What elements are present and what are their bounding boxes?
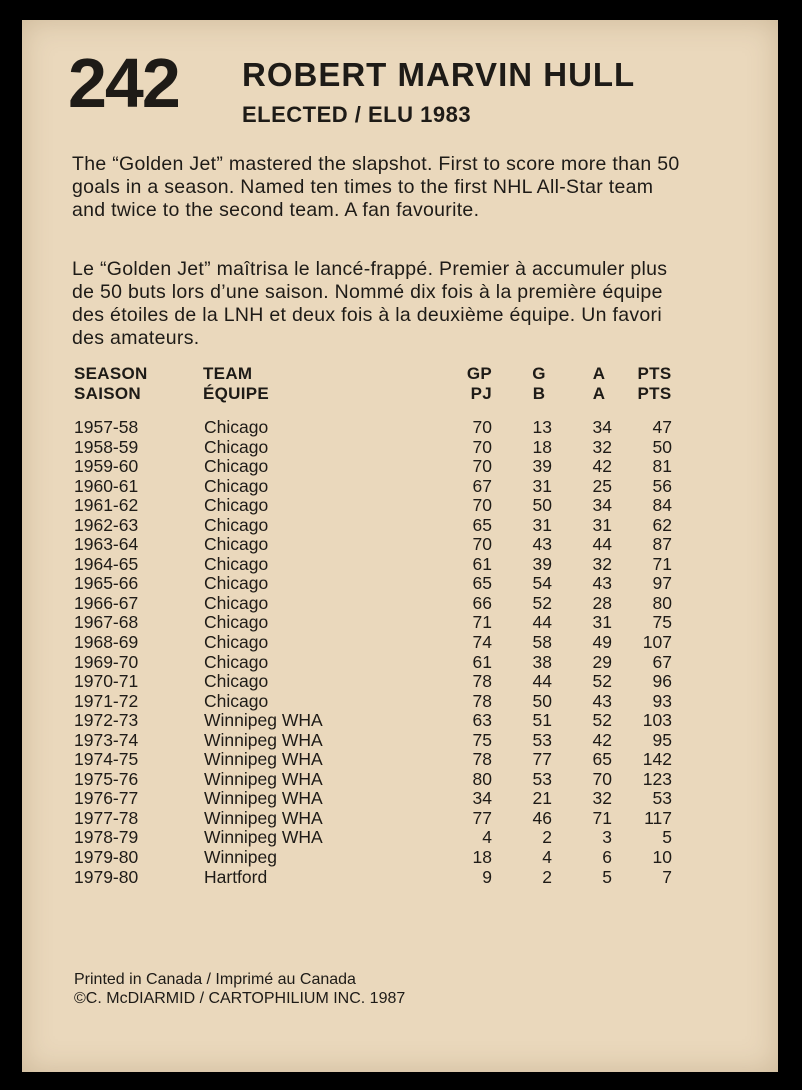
row-points: 5 — [662, 827, 672, 848]
row-assists: 32 — [592, 436, 612, 457]
row-goals: 39 — [532, 553, 552, 574]
table-row — [22, 848, 778, 868]
row-team: Chicago — [204, 514, 269, 535]
footer — [74, 970, 405, 1008]
row-assists: 70 — [592, 768, 612, 789]
row-season: 1972-73 — [74, 710, 139, 731]
row-season: 1966-67 — [74, 592, 139, 613]
row-assists: 44 — [592, 534, 612, 555]
row-assists: 49 — [592, 632, 612, 653]
header-a-fr: A — [592, 384, 606, 403]
row-season: 1957-58 — [74, 417, 139, 437]
row-team: Chicago — [204, 592, 269, 613]
row-goals: 18 — [532, 436, 552, 457]
row-assists: 42 — [592, 729, 612, 750]
row-season: 1963-64 — [74, 534, 139, 555]
row-team: Chicago — [204, 612, 269, 633]
row-points: 95 — [652, 729, 672, 750]
row-goals: 52 — [532, 592, 552, 613]
row-assists: 42 — [592, 456, 612, 477]
printed-in-canada: Printed in Canada / Imprimé au Canada — [74, 971, 356, 988]
row-team: Winnipeg WHA — [204, 788, 323, 809]
row-gp: 61 — [472, 651, 492, 672]
row-gp: 66 — [472, 592, 492, 613]
row-points: 123 — [642, 768, 672, 789]
row-points: 96 — [652, 671, 672, 692]
row-goals: 21 — [532, 788, 552, 809]
table-row — [22, 770, 778, 790]
row-season: 1962-63 — [74, 514, 139, 535]
header-season-fr: SAISON — [74, 384, 141, 403]
row-gp: 80 — [472, 768, 492, 789]
table-row — [22, 653, 778, 673]
player-name: ROBERT MARVIN HULL — [242, 56, 636, 93]
row-goals: 2 — [542, 866, 552, 887]
table-row — [22, 868, 778, 888]
row-goals: 44 — [532, 612, 552, 633]
row-goals: 58 — [532, 632, 552, 653]
table-row — [22, 692, 778, 712]
header-season-en: SEASON — [74, 364, 148, 383]
row-points: 56 — [652, 475, 672, 496]
row-points: 93 — [652, 690, 672, 711]
bio-french: Le “Golden Jet” maîtrisa le lancé-frappé. Premier à accumuler plus de 50 buts lors d’une saison. Nommé dix fois à la première équipe des étoiles de la LNH et deux fois à la deuxième équipe. Un favori des amateurs. — [72, 258, 668, 349]
row-gp: 9 — [482, 866, 492, 887]
table-row — [22, 731, 778, 751]
header-pts — [632, 364, 677, 404]
table-row — [22, 555, 778, 575]
row-gp: 78 — [472, 749, 492, 770]
row-assists: 31 — [592, 612, 612, 633]
row-team: Winnipeg WHA — [204, 807, 323, 828]
row-goals: 77 — [532, 749, 552, 770]
row-team: Chicago — [204, 475, 269, 496]
row-gp: 70 — [472, 534, 492, 555]
row-team: Winnipeg WHA — [204, 729, 323, 750]
row-gp: 34 — [472, 788, 492, 809]
row-assists: 43 — [592, 573, 612, 594]
row-points: 117 — [644, 807, 672, 828]
row-gp: 70 — [472, 436, 492, 457]
table-row — [22, 574, 778, 594]
row-gp: 70 — [472, 456, 492, 477]
row-season: 1974-75 — [74, 749, 139, 770]
row-points: 142 — [642, 749, 672, 770]
row-goals: 13 — [532, 417, 552, 437]
row-gp: 63 — [472, 710, 492, 731]
row-points: 84 — [652, 495, 672, 516]
row-points: 75 — [652, 612, 672, 633]
row-points: 47 — [652, 417, 672, 437]
row-assists: 65 — [592, 749, 612, 770]
table-row — [22, 613, 778, 633]
row-team: Chicago — [204, 632, 269, 653]
row-assists: 34 — [592, 495, 612, 516]
row-season: 1961-62 — [74, 495, 139, 516]
card-back — [22, 20, 778, 1072]
table-row — [22, 457, 778, 477]
row-season: 1976-77 — [74, 788, 139, 809]
elected-year: ELECTED / ELU 1983 — [242, 102, 472, 127]
header-gp-fr: PJ — [470, 384, 492, 403]
row-assists: 52 — [592, 710, 612, 731]
header-pts-en: PTS — [637, 364, 672, 383]
row-assists: 6 — [602, 847, 612, 868]
row-season: 1960-61 — [74, 475, 139, 496]
row-gp: 77 — [472, 807, 492, 828]
header-gp-en: GP — [466, 364, 492, 383]
row-points: 87 — [652, 534, 672, 555]
row-points: 53 — [652, 788, 672, 809]
row-gp: 61 — [472, 553, 492, 574]
table-row — [22, 516, 778, 536]
row-team: Winnipeg WHA — [204, 710, 323, 731]
row-gp: 70 — [472, 495, 492, 516]
row-gp: 71 — [472, 612, 492, 633]
row-team: Chicago — [204, 553, 269, 574]
row-team: Chicago — [204, 417, 269, 437]
row-season: 1958-59 — [74, 436, 139, 457]
table-row — [22, 477, 778, 497]
table-row — [22, 672, 778, 692]
row-goals: 54 — [532, 573, 552, 594]
header-g — [527, 364, 551, 404]
table-row — [22, 809, 778, 829]
row-goals: 2 — [542, 827, 552, 848]
table-row — [22, 711, 778, 731]
row-gp: 65 — [472, 514, 492, 535]
table-row — [22, 594, 778, 614]
table-row — [22, 438, 778, 458]
row-goals: 53 — [532, 729, 552, 750]
row-season: 1977-78 — [74, 807, 139, 828]
row-assists: 5 — [602, 866, 612, 887]
header-a — [589, 364, 609, 404]
row-assists: 71 — [592, 807, 612, 828]
header-team-en: TEAM — [203, 364, 253, 383]
header-gp — [462, 364, 492, 404]
row-goals: 4 — [542, 847, 552, 868]
header-a-en: A — [592, 364, 606, 383]
row-gp: 18 — [472, 847, 492, 868]
row-points: 10 — [652, 847, 672, 868]
row-points: 67 — [652, 651, 672, 672]
row-goals: 53 — [532, 768, 552, 789]
row-gp: 65 — [472, 573, 492, 594]
row-goals: 46 — [532, 807, 552, 828]
row-season: 1965-66 — [74, 573, 139, 594]
row-points: 81 — [652, 456, 672, 477]
table-row — [22, 828, 778, 848]
header-g-en: G — [532, 364, 546, 383]
stats-table — [22, 418, 778, 887]
table-row — [22, 750, 778, 770]
row-points: 71 — [652, 553, 672, 574]
row-team: Chicago — [204, 671, 269, 692]
row-team: Hartford — [204, 866, 268, 887]
row-assists: 28 — [592, 592, 612, 613]
row-points: 7 — [662, 866, 672, 887]
row-points: 107 — [642, 632, 672, 653]
header-pts-fr: PTS — [637, 384, 672, 403]
row-team: Chicago — [204, 495, 269, 516]
row-goals: 50 — [532, 495, 552, 516]
row-team: Chicago — [204, 534, 269, 555]
row-assists: 25 — [592, 475, 612, 496]
row-goals: 43 — [532, 534, 552, 555]
row-season: 1979-80 — [74, 866, 139, 887]
row-assists: 31 — [592, 514, 612, 535]
row-gp: 67 — [472, 475, 492, 496]
row-team: Chicago — [204, 456, 269, 477]
row-assists: 32 — [592, 788, 612, 809]
row-gp: 74 — [472, 632, 492, 653]
row-team: Winnipeg WHA — [204, 749, 323, 770]
row-assists: 29 — [592, 651, 612, 672]
row-season: 1970-71 — [74, 671, 139, 692]
row-season: 1979-80 — [74, 847, 139, 868]
row-assists: 3 — [602, 827, 612, 848]
table-row — [22, 789, 778, 809]
row-goals: 31 — [532, 475, 552, 496]
table-row — [22, 535, 778, 555]
row-points: 80 — [652, 592, 672, 613]
row-goals: 44 — [532, 671, 552, 692]
row-goals: 38 — [532, 651, 552, 672]
row-season: 1967-68 — [74, 612, 139, 633]
row-season: 1973-74 — [74, 729, 139, 750]
row-season: 1969-70 — [74, 651, 139, 672]
row-season: 1971-72 — [74, 690, 139, 711]
row-goals: 39 — [532, 456, 552, 477]
row-gp: 78 — [472, 690, 492, 711]
row-assists: 43 — [592, 690, 612, 711]
row-points: 62 — [652, 514, 672, 535]
row-assists: 34 — [592, 417, 612, 437]
row-season: 1978-79 — [74, 827, 139, 848]
row-gp: 78 — [472, 671, 492, 692]
row-team: Chicago — [204, 690, 269, 711]
row-team: Chicago — [204, 651, 269, 672]
table-row — [22, 633, 778, 653]
row-points: 97 — [652, 573, 672, 594]
row-goals: 51 — [532, 710, 552, 731]
row-gp: 70 — [472, 417, 492, 437]
row-goals: 50 — [532, 690, 552, 711]
header-team — [203, 364, 269, 404]
row-team: Chicago — [204, 573, 269, 594]
header-g-fr: B — [532, 384, 546, 403]
copyright-line: ©C. McDIARMID / CARTOPHILIUM INC. 1987 — [74, 990, 406, 1007]
table-row — [22, 418, 778, 438]
row-team: Winnipeg WHA — [204, 827, 323, 848]
card-number: 242 — [68, 44, 179, 122]
header-team-fr: ÉQUIPE — [203, 384, 270, 403]
row-assists: 52 — [592, 671, 612, 692]
bio-english: The “Golden Jet” mastered the slapshot. First to score more than 50 goals in a season. Named ten times to the first NHL All-Star team and twice to the second team. A fan favourite. — [72, 153, 680, 221]
row-season: 1964-65 — [74, 553, 139, 574]
row-gp: 75 — [472, 729, 492, 750]
row-gp: 4 — [482, 827, 492, 848]
row-season: 1975-76 — [74, 768, 139, 789]
row-season: 1959-60 — [74, 456, 139, 477]
row-season: 1968-69 — [74, 632, 139, 653]
table-row — [22, 496, 778, 516]
row-points: 103 — [642, 710, 672, 731]
row-goals: 31 — [532, 514, 552, 535]
row-team: Chicago — [204, 436, 269, 457]
row-assists: 32 — [592, 553, 612, 574]
row-team: Winnipeg WHA — [204, 768, 323, 789]
row-team: Winnipeg — [204, 847, 277, 868]
header-season — [74, 364, 148, 404]
row-points: 50 — [652, 436, 672, 457]
